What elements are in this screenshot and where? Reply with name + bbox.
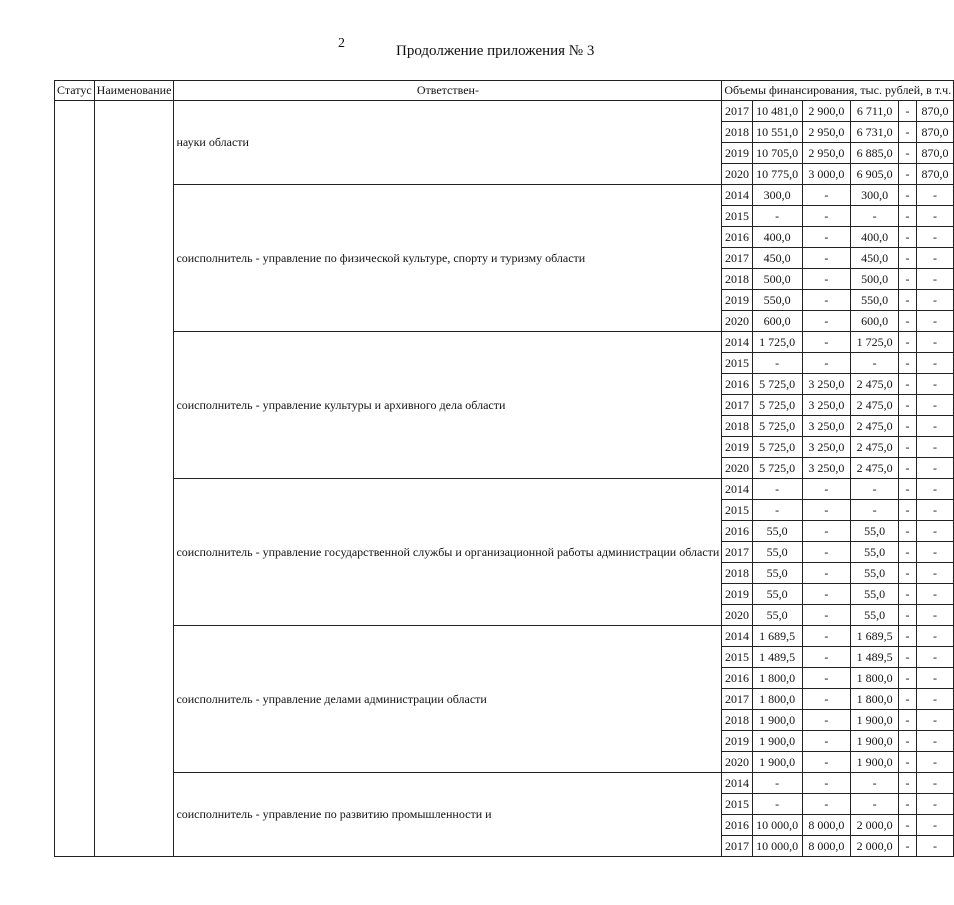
amount-cell: - (752, 500, 802, 521)
amount-cell: 1 800,0 (851, 689, 899, 710)
year-cell: 2017 (722, 248, 752, 269)
amount-cell: - (851, 500, 899, 521)
amount-cell: - (802, 731, 850, 752)
amount-cell: - (916, 815, 953, 836)
financing-table (54, 80, 954, 857)
year-cell: 2019 (722, 290, 752, 311)
name-header: Наименование (94, 81, 174, 101)
amount-cell: 300,0 (752, 185, 802, 206)
amount-cell: - (752, 479, 802, 500)
amount-cell: 1 900,0 (752, 710, 802, 731)
amount-cell: - (802, 710, 850, 731)
amount-cell: 400,0 (752, 227, 802, 248)
amount-cell: 5 725,0 (752, 458, 802, 479)
amount-cell: - (899, 710, 916, 731)
amount-cell: 3 250,0 (802, 458, 850, 479)
amount-cell: - (802, 773, 850, 794)
amount-cell: 55,0 (851, 605, 899, 626)
amount-cell: - (916, 668, 953, 689)
amount-cell: - (899, 752, 916, 773)
table-row (55, 101, 954, 122)
amount-cell: 500,0 (851, 269, 899, 290)
amount-cell: 3 250,0 (802, 437, 850, 458)
year-cell: 2016 (722, 815, 752, 836)
amount-cell: - (851, 206, 899, 227)
amount-cell: - (916, 521, 953, 542)
amount-cell: 1 900,0 (851, 731, 899, 752)
amount-cell: 55,0 (752, 542, 802, 563)
year-cell: 2014 (722, 626, 752, 647)
amount-cell: - (916, 248, 953, 269)
amount-cell: - (899, 794, 916, 815)
amount-cell: - (916, 689, 953, 710)
amount-cell: - (916, 731, 953, 752)
year-cell: 2014 (722, 773, 752, 794)
responsible-cell: соисполнитель - управление по развитию промышленности и (174, 773, 722, 857)
amount-cell: 2 950,0 (802, 143, 850, 164)
table-row (55, 626, 954, 647)
responsible-cell: соисполнитель - управление по физической культуре, спорту и туризму области (174, 185, 722, 332)
amount-cell: - (916, 647, 953, 668)
amount-cell: - (802, 521, 850, 542)
year-cell: 2014 (722, 185, 752, 206)
amount-cell: - (899, 185, 916, 206)
amount-cell: - (899, 101, 916, 122)
page-number: 2 (338, 36, 345, 51)
amount-cell: - (802, 248, 850, 269)
amount-cell: - (899, 122, 916, 143)
amount-cell: 1 900,0 (752, 752, 802, 773)
year-cell: 2015 (722, 353, 752, 374)
amount-cell: 2 000,0 (851, 815, 899, 836)
amount-cell: - (916, 395, 953, 416)
amount-cell: 600,0 (851, 311, 899, 332)
amount-cell: - (752, 353, 802, 374)
amount-cell: 8 000,0 (802, 836, 850, 857)
year-cell: 2016 (722, 374, 752, 395)
amount-cell: 2 475,0 (851, 458, 899, 479)
amount-cell: 2 900,0 (802, 101, 850, 122)
table-header-row (55, 81, 954, 101)
amount-cell: - (851, 353, 899, 374)
amount-cell: - (802, 794, 850, 815)
amount-cell: 5 725,0 (752, 416, 802, 437)
responsible-cell: соисполнитель - управление государственной службы и организационной работы администрации области (174, 479, 722, 626)
amount-cell: - (899, 290, 916, 311)
year-cell: 2018 (722, 710, 752, 731)
amount-cell: 1 900,0 (851, 710, 899, 731)
amount-cell: - (802, 605, 850, 626)
amount-cell: - (899, 227, 916, 248)
amount-cell: 1 689,5 (752, 626, 802, 647)
amount-cell: - (899, 479, 916, 500)
amount-cell: - (802, 332, 850, 353)
amount-cell: - (916, 227, 953, 248)
amount-cell: - (899, 416, 916, 437)
amount-cell: - (916, 332, 953, 353)
amount-cell: 1 900,0 (752, 731, 802, 752)
amount-cell: 5 725,0 (752, 374, 802, 395)
amount-cell: - (916, 311, 953, 332)
amount-cell: 450,0 (851, 248, 899, 269)
amount-cell: 2 475,0 (851, 437, 899, 458)
responsible-header: Ответствен- (174, 81, 722, 101)
amount-cell: - (899, 458, 916, 479)
responsible-cell: науки области (174, 101, 722, 185)
year-cell: 2017 (722, 395, 752, 416)
year-cell: 2014 (722, 479, 752, 500)
amount-cell: - (916, 836, 953, 857)
amount-cell: 2 475,0 (851, 374, 899, 395)
amount-cell: 8 000,0 (802, 815, 850, 836)
amount-cell: - (916, 605, 953, 626)
amount-cell: 2 000,0 (851, 836, 899, 857)
amount-cell: - (802, 647, 850, 668)
amount-cell: - (899, 311, 916, 332)
amount-cell: 5 725,0 (752, 437, 802, 458)
amount-cell: - (802, 206, 850, 227)
amount-cell: 1 800,0 (752, 668, 802, 689)
amount-cell: - (916, 626, 953, 647)
year-cell: 2018 (722, 269, 752, 290)
amount-cell: 1 800,0 (752, 689, 802, 710)
amount-cell: 10 551,0 (752, 122, 802, 143)
amount-cell: - (899, 164, 916, 185)
amount-cell: 6 711,0 (851, 101, 899, 122)
year-cell: 2020 (722, 458, 752, 479)
amount-cell: 300,0 (851, 185, 899, 206)
amount-cell: 400,0 (851, 227, 899, 248)
amount-cell: 55,0 (851, 563, 899, 584)
responsible-cell: соисполнитель - управление делами администрации области (174, 626, 722, 773)
year-cell: 2020 (722, 164, 752, 185)
amount-cell: - (916, 458, 953, 479)
amount-cell: - (851, 794, 899, 815)
year-cell: 2017 (722, 836, 752, 857)
year-cell: 2015 (722, 206, 752, 227)
amount-cell: - (916, 437, 953, 458)
amount-cell: - (916, 269, 953, 290)
amount-cell: 1 725,0 (851, 332, 899, 353)
year-cell: 2019 (722, 731, 752, 752)
amount-cell: - (899, 836, 916, 857)
amount-cell: - (916, 353, 953, 374)
amount-cell: 10 481,0 (752, 101, 802, 122)
amount-cell: - (899, 605, 916, 626)
amount-cell: - (916, 710, 953, 731)
amount-cell: - (899, 689, 916, 710)
amount-cell: - (899, 584, 916, 605)
year-cell: 2019 (722, 437, 752, 458)
year-cell: 2018 (722, 416, 752, 437)
amount-cell: - (916, 794, 953, 815)
amount-cell: 55,0 (752, 605, 802, 626)
amount-cell: - (916, 500, 953, 521)
amount-cell: 55,0 (752, 521, 802, 542)
amount-cell: 55,0 (851, 521, 899, 542)
financing-header: Объемы финансирования, тыс. рублей, в т.ч. (722, 81, 954, 101)
amount-cell: 6 905,0 (851, 164, 899, 185)
amount-cell: - (916, 206, 953, 227)
amount-cell: - (802, 479, 850, 500)
amount-cell: - (916, 290, 953, 311)
amount-cell: 5 725,0 (752, 395, 802, 416)
amount-cell: 6 885,0 (851, 143, 899, 164)
amount-cell: 10 000,0 (752, 815, 802, 836)
amount-cell: 55,0 (851, 584, 899, 605)
amount-cell: - (899, 143, 916, 164)
amount-cell: - (899, 374, 916, 395)
amount-cell: - (802, 563, 850, 584)
amount-cell: - (802, 752, 850, 773)
amount-cell: - (802, 500, 850, 521)
year-cell: 2019 (722, 143, 752, 164)
amount-cell: - (802, 227, 850, 248)
amount-cell: - (851, 773, 899, 794)
amount-cell: - (916, 185, 953, 206)
amount-cell: - (899, 206, 916, 227)
amount-cell: - (916, 752, 953, 773)
amount-cell: - (899, 353, 916, 374)
amount-cell: 10 775,0 (752, 164, 802, 185)
amount-cell: 2 475,0 (851, 395, 899, 416)
amount-cell: - (899, 668, 916, 689)
amount-cell: - (802, 668, 850, 689)
amount-cell: - (802, 185, 850, 206)
amount-cell: - (802, 689, 850, 710)
amount-cell: 1 900,0 (851, 752, 899, 773)
appendix-continuation-title: Продолжение приложения № 3 (396, 43, 595, 59)
amount-cell: 1 800,0 (851, 668, 899, 689)
amount-cell: 870,0 (916, 101, 953, 122)
year-cell: 2017 (722, 542, 752, 563)
year-cell: 2014 (722, 332, 752, 353)
amount-cell: 600,0 (752, 311, 802, 332)
year-cell: 2020 (722, 752, 752, 773)
amount-cell: - (802, 542, 850, 563)
amount-cell: 870,0 (916, 164, 953, 185)
responsible-cell: соисполнитель - управление культуры и архивного дела области (174, 332, 722, 479)
amount-cell: - (916, 416, 953, 437)
year-cell: 2017 (722, 101, 752, 122)
amount-cell: - (899, 521, 916, 542)
amount-cell: 870,0 (916, 122, 953, 143)
amount-cell: - (752, 206, 802, 227)
amount-cell: 3 250,0 (802, 395, 850, 416)
amount-cell: 550,0 (851, 290, 899, 311)
amount-cell: - (899, 500, 916, 521)
amount-cell: - (802, 311, 850, 332)
amount-cell: 3 250,0 (802, 374, 850, 395)
amount-cell: 870,0 (916, 143, 953, 164)
amount-cell: - (899, 437, 916, 458)
name-cell (94, 101, 174, 857)
year-cell: 2020 (722, 605, 752, 626)
amount-cell: 55,0 (851, 542, 899, 563)
amount-cell: 500,0 (752, 269, 802, 290)
table-row (55, 332, 954, 353)
amount-cell: - (899, 269, 916, 290)
amount-cell: - (752, 794, 802, 815)
year-cell: 2017 (722, 689, 752, 710)
amount-cell: - (899, 332, 916, 353)
amount-cell: 55,0 (752, 563, 802, 584)
amount-cell: 2 475,0 (851, 416, 899, 437)
year-cell: 2015 (722, 794, 752, 815)
amount-cell: 10 000,0 (752, 836, 802, 857)
amount-cell: - (899, 395, 916, 416)
amount-cell: - (899, 647, 916, 668)
year-cell: 2016 (722, 668, 752, 689)
table-row (55, 185, 954, 206)
amount-cell: 450,0 (752, 248, 802, 269)
amount-cell: 1 689,5 (851, 626, 899, 647)
amount-cell: - (802, 353, 850, 374)
amount-cell: 3 250,0 (802, 416, 850, 437)
year-cell: 2019 (722, 584, 752, 605)
amount-cell: 55,0 (752, 584, 802, 605)
status-cell (55, 101, 95, 857)
year-cell: 2015 (722, 500, 752, 521)
year-cell: 2020 (722, 311, 752, 332)
status-header: Статус (55, 81, 95, 101)
table-row (55, 479, 954, 500)
amount-cell: 1 489,5 (851, 647, 899, 668)
amount-cell: - (851, 479, 899, 500)
year-cell: 2018 (722, 563, 752, 584)
table-row (55, 773, 954, 794)
year-cell: 2016 (722, 227, 752, 248)
amount-cell: - (899, 731, 916, 752)
year-cell: 2015 (722, 647, 752, 668)
amount-cell: 2 950,0 (802, 122, 850, 143)
amount-cell: 10 705,0 (752, 143, 802, 164)
amount-cell: - (916, 374, 953, 395)
amount-cell: - (899, 626, 916, 647)
amount-cell: - (802, 269, 850, 290)
amount-cell: - (899, 563, 916, 584)
amount-cell: 550,0 (752, 290, 802, 311)
year-cell: 2018 (722, 122, 752, 143)
amount-cell: 3 000,0 (802, 164, 850, 185)
table-body (55, 101, 954, 857)
amount-cell: - (752, 773, 802, 794)
amount-cell: 1 725,0 (752, 332, 802, 353)
amount-cell: - (916, 773, 953, 794)
amount-cell: - (899, 542, 916, 563)
amount-cell: - (916, 479, 953, 500)
year-cell: 2016 (722, 521, 752, 542)
amount-cell: 6 731,0 (851, 122, 899, 143)
amount-cell: - (899, 773, 916, 794)
amount-cell: - (802, 290, 850, 311)
amount-cell: - (899, 815, 916, 836)
amount-cell: 1 489,5 (752, 647, 802, 668)
amount-cell: - (916, 563, 953, 584)
amount-cell: - (802, 584, 850, 605)
amount-cell: - (916, 542, 953, 563)
amount-cell: - (802, 626, 850, 647)
amount-cell: - (899, 248, 916, 269)
amount-cell: - (916, 584, 953, 605)
